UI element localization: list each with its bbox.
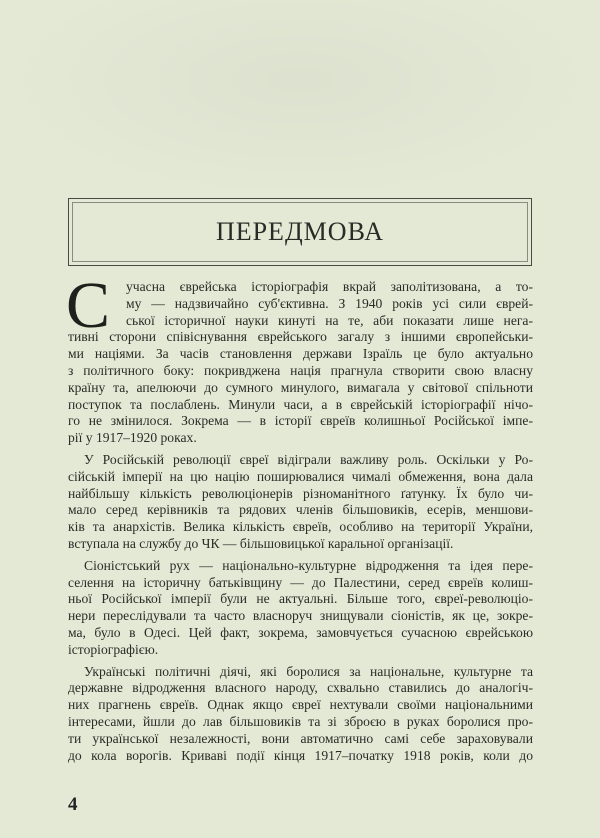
- paragraph: [68, 558, 533, 659]
- text-line: ма, було в Одесі. Цей факт, зокрема, замовчується сучасною єврейською: [68, 624, 533, 640]
- text-line: ків та анархістів. Велика кількість євреїв, особливо на території України,: [68, 519, 533, 535]
- text-line: вступала на службу до ЧК — більшовицької каральної організації.: [68, 535, 454, 551]
- text-line: селення на історичну батьківщину — до Палестини, серед євреїв колиш-: [68, 574, 533, 590]
- text-line: учасна єврейська історіографія вкрай заполітизована, а то-: [126, 279, 533, 294]
- text-line: нери переслідували та часто власноруч знищували сіоністів, як це, зокре-: [68, 608, 533, 624]
- paragraph: [68, 279, 533, 447]
- text-line: У Російській революції євреї відіграли важливу роль. Оскільки у Ро-: [84, 451, 533, 467]
- text-line: інтересами, йшли до лав більшовиків та зі зброєю в руках боролися про-: [68, 713, 533, 729]
- text-line: історіографією.: [68, 641, 159, 657]
- text-line: ти української незалежності, вони автоматично самі себе зараховували: [68, 730, 533, 746]
- text-line: го не змінилося. Зокрема — в історії євреїв колишньої Російської імпе-: [68, 413, 533, 429]
- text-line: ми націями. За часів становлення держави Ізраїль це було актуально: [68, 346, 533, 362]
- drop-cap: С: [66, 269, 111, 342]
- text-line: країну та, апелюючи до сумного минулого, вимагала у світової спільноти: [68, 379, 533, 395]
- text-line: тивні сторони співіснування єврейського загалу з іншими європейськи-: [68, 329, 533, 345]
- title-frame: [68, 198, 532, 266]
- text-line: Українські політичні діячі, які боролися за національне, культурне та: [84, 663, 533, 679]
- text-line: ньої Російської імперії були не актуальні. Більше того, євреї-революціо-: [68, 591, 533, 607]
- paragraph: [68, 664, 533, 765]
- text-line: з політичного боку: покривджена нація прагнула створити свою власну: [68, 362, 533, 378]
- text-line: рії у 1917–1920 роках.: [68, 430, 197, 446]
- text-line: Сіоністський рух — національно-культурне відродження та ідея пере-: [84, 557, 533, 573]
- text-line: найбільшу кількість революціонерів різноманітного ґатунку. Їх було чи-: [68, 485, 533, 501]
- page-title: ПЕРЕДМОВА: [215, 217, 385, 246]
- paper-bleed-through: [0, 0, 600, 200]
- text-line: му — надзвичайно суб'єктивна. З 1940 років усі сили єврей-: [126, 295, 533, 311]
- paragraph: [68, 452, 533, 553]
- text-line: поступок та послаблень. Минули часи, а в єврейській історіографії нічо-: [68, 396, 533, 412]
- body-text: [66, 269, 533, 769]
- text-line: мало серед керівників та рядових членів більшовиків, есерів, меншови-: [68, 502, 533, 518]
- page-number: 4: [68, 794, 78, 815]
- text-line: них прагнень євреїв. Однак якщо євреї нехтували своїми національними: [68, 697, 533, 713]
- text-line: державне відродження власного народу, схвально ставились до аналогіч-: [68, 680, 533, 696]
- text-line: сійській імперії на цю націю поширювалися чималі обмеження, вона дала: [68, 468, 533, 484]
- text-line: ської історичної науки кинуті на те, аби показати лише нега-: [126, 312, 533, 328]
- text-line: до кола ворогів. Криваві події кінця 1917–початку 1918 років, коли до: [68, 747, 533, 763]
